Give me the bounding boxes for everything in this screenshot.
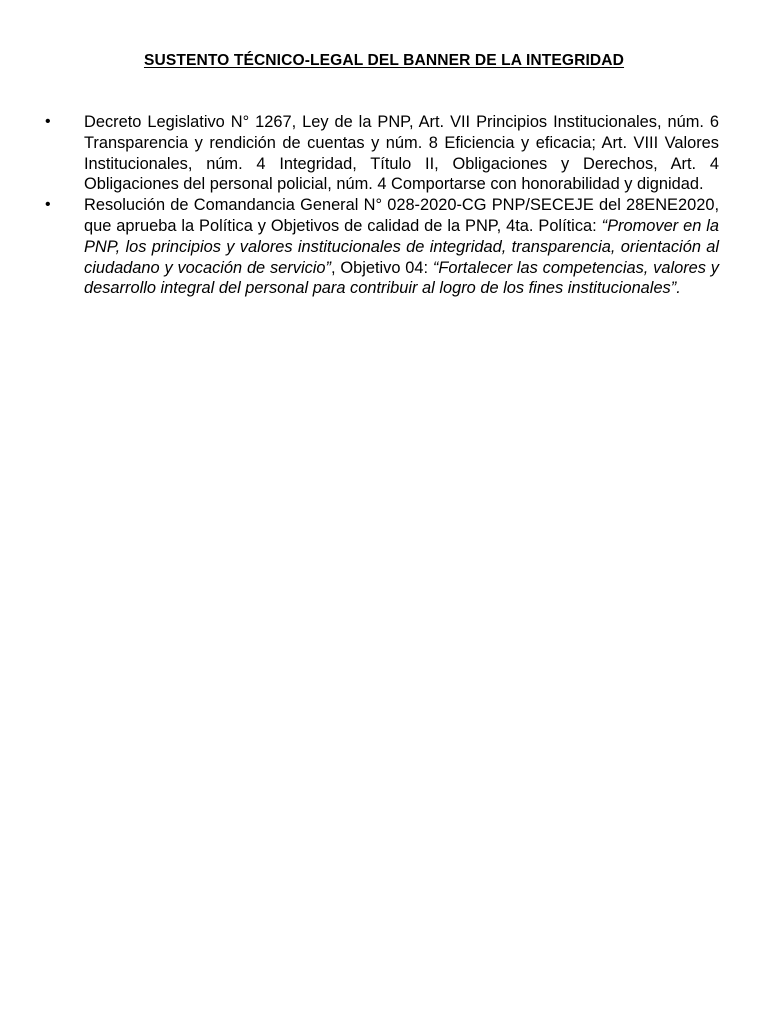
bullet-icon: • — [45, 196, 51, 214]
item-text-continued: , Objetivo 04: — [331, 258, 433, 277]
bullet-icon: • — [45, 113, 51, 130]
policy-quote: “Promover en la PNP, los principios y valores institucionales de integridad, transparencia, orientación al ciudadano y vocación de servicio” — [84, 216, 720, 277]
document-title: SUSTENTO TÉCNICO-LEGAL DEL BANNER DE LA INTEGRIDAD — [143, 52, 625, 69]
bullet-list — [45, 112, 720, 299]
item-text: Resolución de Comandancia General N° 028-2020-CG PNP/SECEJE del 28ENE2020, que aprueba la Política y Objetivos de calidad de la PNP, 4ta. Política: — [84, 196, 719, 235]
objective-quote: “Fortalecer las competencias, valores y desarrollo integral del personal para contribuir al logro de los fines institucionales”. — [84, 258, 719, 298]
list-item — [45, 195, 720, 299]
item-text: Decreto Legislativo N° 1267, Ley de la PNP, Art. VII Principios Institucionales, núm. 6 Transparencia y rendición de cuentas y núm. 8 Eficiencia y eficacia; Art. VIII Valores Institucionales, núm. 4 Integridad, Título II, Obligaciones y Derechos, Art. 4 Obligaciones del personal policial, núm. 4 Comportarse con honorabilidad y dignidad. — [84, 113, 719, 194]
list-item — [45, 112, 719, 195]
